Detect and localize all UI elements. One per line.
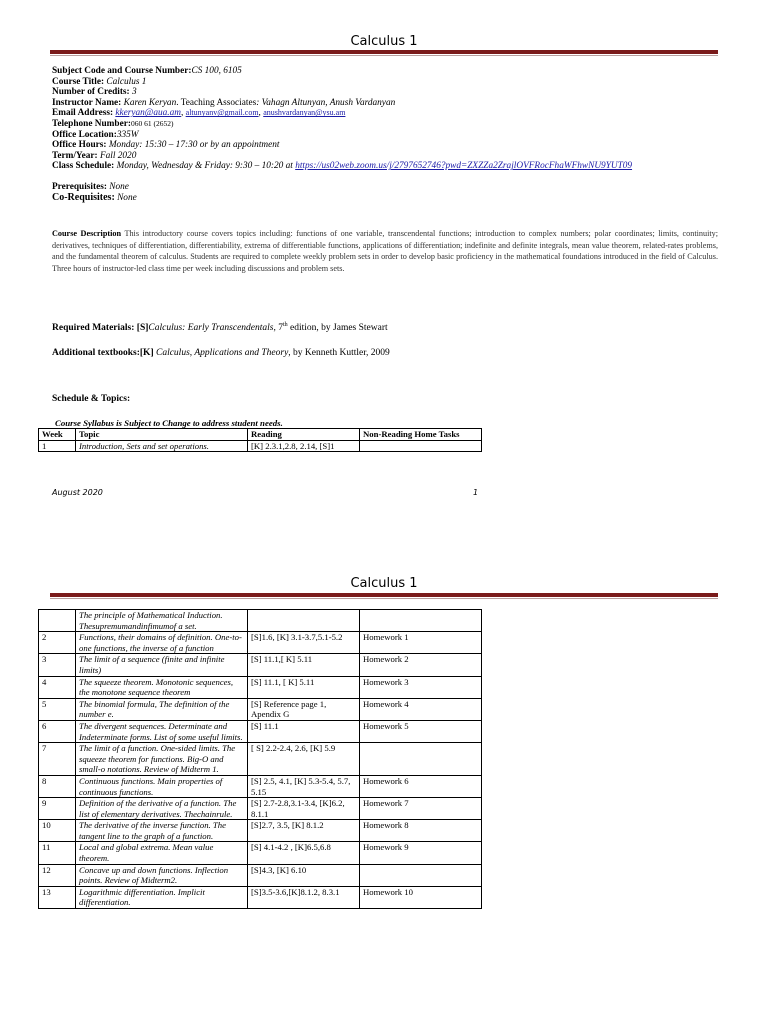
cell-task: Homework 3 xyxy=(360,676,482,698)
schedule-heading: Schedule & Topics: xyxy=(52,394,131,404)
cell-topic: Local and global extrema. Mean value theorem. xyxy=(76,842,248,864)
table-row xyxy=(39,886,482,908)
phone-line: Telephone Number:060 61 (2652) xyxy=(52,118,174,129)
table-row xyxy=(39,864,482,886)
cell-reading: [S] 2.7-2.8,3.1-3.4, [K]6.2, 8.1.1 xyxy=(248,798,360,820)
cell-reading: [S]2.7, 3.5, [K] 8.1.2 xyxy=(248,820,360,842)
cell-reading: [S] 11.1, [ K] 5.11 xyxy=(248,676,360,698)
subject-line: Subject Code and Course Number:CS 100, 6105 xyxy=(52,66,242,76)
cell-topic: The divergent sequences. Determinate and Indeterminate forms. List of some useful limits. xyxy=(76,720,248,742)
email-line: Email Address: kkeryan@aua.am, altunyanv@gmail.com, anushvardanyan@ysu.am xyxy=(52,108,346,119)
table-row xyxy=(39,610,482,632)
cell-week xyxy=(39,610,76,632)
cell-topic: Logarithmic differentiation. Implicit differentiation. xyxy=(76,886,248,908)
footer-page-number: 1 xyxy=(473,488,479,497)
cell-reading xyxy=(248,610,360,632)
zoom-link[interactable]: https://us02web.zoom.us/j/2797652746?pwd=ZXZZa2ZrajlOVFRocFhaWFhwNU9YUT09 xyxy=(295,161,633,172)
hours-line: Office Hours: Monday: 15:30 – 17:30 or by an appointment xyxy=(52,140,280,151)
col-header-topic: Topic xyxy=(76,429,248,441)
cell-week: 6 xyxy=(39,720,76,742)
cell-week: 3 xyxy=(39,654,76,676)
footer-date: August 2020 xyxy=(52,488,103,497)
cell-task: Homework 7 xyxy=(360,798,482,820)
col-header-week: Week xyxy=(39,429,76,441)
description-label: Course Description xyxy=(52,229,122,238)
cell-topic: The derivative of the inverse function. The tangent line to the graph of a function. xyxy=(76,820,248,842)
cell-topic: The limit of a function. One-sided limits. The squeeze theorem for functions. Big-O and small-o notations. Review of Midterm 1. xyxy=(76,743,248,776)
cell-week: 12 xyxy=(39,864,76,886)
table-row xyxy=(39,775,482,797)
cell-week: 10 xyxy=(39,820,76,842)
cell-task: Homework 8 xyxy=(360,820,482,842)
cell-reading: [ S] 2.2-2.4, 2.6, [K] 5.9 xyxy=(248,743,360,776)
header-rule-thin xyxy=(50,55,718,56)
cell-topic: The limit of a sequence (finite and infinite limits) xyxy=(76,654,248,676)
cell-topic: Functions, their domains of definition. One-to-one functions, the inverse of a function xyxy=(76,632,248,654)
schedule-table-page1 xyxy=(38,428,482,452)
syllabus-note: Course Syllabus is Subject to Change to address student needs. xyxy=(55,418,283,428)
cell-reading: [S]1.6, [K] 3.1-3.7,5.1-5.2 xyxy=(248,632,360,654)
additional-textbooks: Additional textbooks:[K] Calculus, Applications and Theory, by Kenneth Kuttler, 2009 xyxy=(52,348,390,358)
cell-week: 2 xyxy=(39,632,76,654)
table-row xyxy=(39,720,482,742)
cell-task: Homework 4 xyxy=(360,698,482,720)
class-schedule-line: Class Schedule: Monday, Wednesday & Friday: 9:30 – 10:20 at https://us02web.zoom.us/j/2797652746?pwd=ZXZZa2ZrajlOVFRocFhaWFhwNU9YUT09 xyxy=(52,161,633,172)
cell-week: 11 xyxy=(39,842,76,864)
cell-task xyxy=(360,610,482,632)
table-header-row xyxy=(39,429,482,441)
cell-task: Homework 1 xyxy=(360,632,482,654)
col-header-tasks: Non-Reading Home Tasks xyxy=(360,429,482,441)
table-row xyxy=(39,820,482,842)
instructor-line: Instructor Name: Karen Keryan. Teaching Associates: Vahagn Altunyan, Anush Vardanyan xyxy=(52,97,396,108)
required-materials: Required Materials: [S]Calculus: Early Transcendentals, 7th edition, by James Stewart xyxy=(52,322,388,334)
cell-task xyxy=(360,743,482,776)
table-row xyxy=(39,798,482,820)
cell-week: 8 xyxy=(39,775,76,797)
cell-reading: [S] 4.1-4.2 , [K]6.5,6.8 xyxy=(248,842,360,864)
table-row xyxy=(39,632,482,654)
cell-reading: [S] Reference page 1, Apendix G xyxy=(248,698,360,720)
page2-header-rule xyxy=(50,593,718,597)
cell-week: 5 xyxy=(39,698,76,720)
office-line: Office Location:335W xyxy=(52,129,139,140)
cell-reading: [S] 2.5, 4.1, [K] 5.3-5.4, 5.7, 5.15 xyxy=(248,775,360,797)
cell-task xyxy=(360,864,482,886)
cell-topic: Concave up and down functions. Inflection points. Review of Midterm2. xyxy=(76,864,248,886)
cell-topic: The binomial formula, The definition of the number e. xyxy=(76,698,248,720)
page-header-title: Calculus 1 xyxy=(350,34,418,49)
table-row xyxy=(39,698,482,720)
page2-header-rule-thin xyxy=(50,598,718,599)
table-row xyxy=(39,842,482,864)
cell-reading: [S] 11.1 xyxy=(248,720,360,742)
schedule-table-page2 xyxy=(38,609,482,909)
email-link-2[interactable]: altunyanv@gmail.com xyxy=(185,108,259,118)
cell-reading: [S]3.5-3.6,[K]8.1.2, 8.3.1 xyxy=(248,886,360,908)
cell-week: 7 xyxy=(39,743,76,776)
cell-task: Homework 6 xyxy=(360,775,482,797)
cell-week: 13 xyxy=(39,886,76,908)
cell-task: Homework 5 xyxy=(360,720,482,742)
email-link-1[interactable]: kkeryan@aua.am xyxy=(115,108,181,119)
corequisites-line: Co-Requisites: None xyxy=(52,191,137,203)
table-row xyxy=(39,654,482,676)
cell-topic: The squeeze theorem. Monotonic sequences, the monotone sequence theorem xyxy=(76,676,248,698)
prerequisites-line: Prerequisites: None xyxy=(52,181,129,192)
col-header-reading: Reading xyxy=(248,429,360,441)
course-description xyxy=(52,228,718,274)
description-text: This introductory course covers topics including: functions of one variable, transcendental functions; introduction to complex numbers; polar coordinates; limits, continuity; derivatives, techniques of differentiation, differentiability, extrema of differentiable functions, applications of differentiation; indefinite and definite integrals, mean value theorem, related-rates problems, and the fundamental theorem of calculus. Students are required to complete weekly problem sets in order to develop basic proficiency in the mathematical foundations introduced in the field of Calculus. Three hours of instructor-led class time per week including discussions and problem sets. xyxy=(52,229,718,273)
cell-task: Homework 10 xyxy=(360,886,482,908)
course-title-line: Course Title: Calculus 1 xyxy=(52,76,147,87)
header-rule xyxy=(50,50,718,54)
term-line: Term/Year: Fall 2020 xyxy=(52,150,137,161)
page2-header-title: Calculus 1 xyxy=(350,576,418,591)
cell-topic: The principle of Mathematical Induction. Thesupremumandinfimumof a set. xyxy=(76,610,248,632)
cell-task: Homework 2 xyxy=(360,654,482,676)
cell-topic: Continuous functions. Main properties of continuous functions. xyxy=(76,775,248,797)
cell-reading: [S] 11.1,[ K] 5.11 xyxy=(248,654,360,676)
credits-line: Number of Credits: 3 xyxy=(52,87,137,98)
cell-task: Homework 9 xyxy=(360,842,482,864)
cell-reading: [S]4.3, [K] 6.10 xyxy=(248,864,360,886)
table-row xyxy=(39,676,482,698)
table-row xyxy=(39,743,482,776)
cell-topic: Definition of the derivative of a function. The list of elementary derivatives. Thechainrule. xyxy=(76,798,248,820)
cell-week: 4 xyxy=(39,676,76,698)
email-link-3[interactable]: anushvardanyan@ysu.am xyxy=(263,108,346,118)
course-info xyxy=(52,66,712,203)
cell-week: 9 xyxy=(39,798,76,820)
table-row: 1 Introduction, Sets and set operations. [K] 2.3.1,2.8, 2.14, [S]1 xyxy=(39,440,482,452)
